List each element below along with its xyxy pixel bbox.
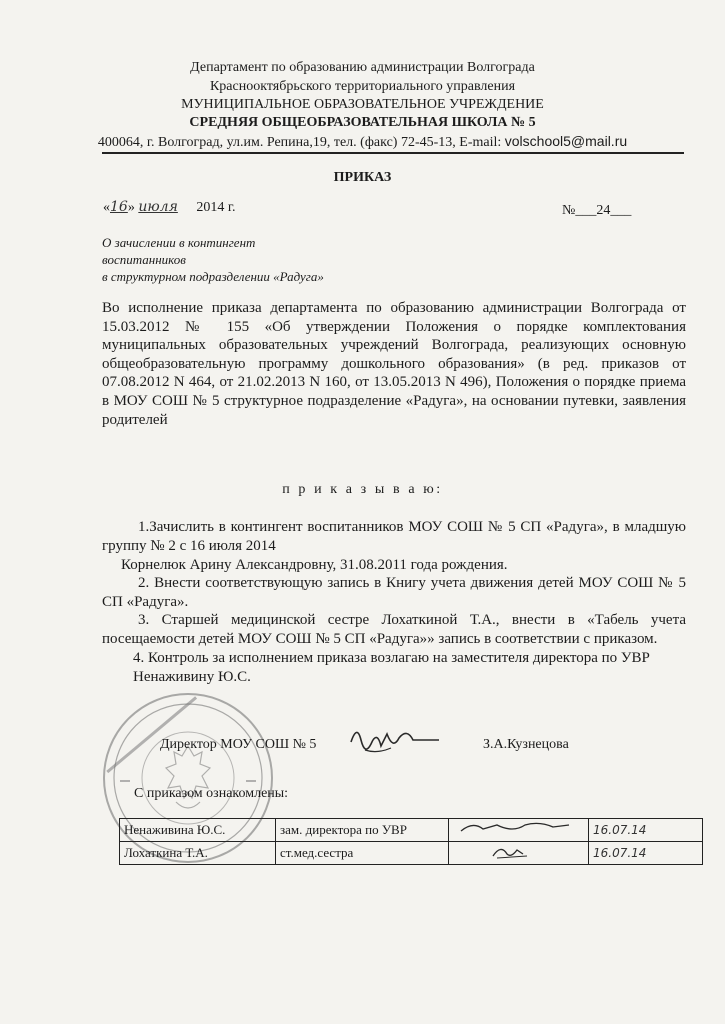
address-text: 400064, г. Волгоград, ул.им. Репина,19, тел. (факс) 72-45-13, E-mail:: [97, 135, 505, 150]
subject-line-3: в структурном подразделении «Радуга»: [102, 269, 324, 284]
item-4: 4. Контроль за исполнением приказа возлагаю на заместителя директора по УВР Ненаживину Ю.С.: [133, 650, 650, 685]
document-title: ПРИКАЗ: [333, 170, 392, 185]
subject-line-2: воспитанников: [102, 252, 186, 267]
ack-signature: [449, 819, 589, 842]
item-1: 1.Зачислить в контингент воспитанников МОУ СОШ № 5 СП «Радуга», в младшую группу № 2 с 16 июля 2014: [102, 519, 686, 554]
ack-position: зам. директора по УВР: [276, 819, 449, 842]
order-number: №___24___: [562, 203, 632, 218]
orders-heading: п р и к а з ы в а ю:: [282, 482, 443, 497]
header-divider: [102, 152, 684, 154]
table-row: [120, 819, 703, 842]
order-subject: [102, 234, 324, 285]
date-day: 16: [110, 199, 128, 215]
ack-name: Лохаткина Т.А.: [120, 842, 276, 865]
ack-date: 16.07.14: [589, 819, 703, 842]
date-month: июля: [138, 199, 178, 215]
director-name: З.А.Кузнецова: [483, 737, 569, 752]
handwritten-signature-2: [453, 842, 573, 860]
handwritten-signature-1: [453, 819, 573, 837]
director-label: Директор МОУ СОШ № 5: [160, 737, 317, 752]
school-name: СРЕДНЯЯ ОБЩЕОБРАЗОВАТЕЛЬНАЯ ШКОЛА № 5: [189, 115, 536, 130]
table-row: [120, 842, 703, 865]
institution-type-line: МУНИЦИПАЛЬНОЕ ОБРАЗОВАТЕЛЬНОЕ УЧРЕЖДЕНИЕ: [181, 97, 544, 112]
date-open-quote: «: [103, 200, 110, 215]
number-value: 24: [596, 203, 611, 218]
item-3: 3. Старшей медицинской сестре Лохаткиной Т.А., внести в «Табель учета посещаемости детей МОУ СОШ № 5 СП «Радуга»» запись в соответствии с приказом.: [102, 612, 686, 647]
item-2: 2. Внести соответствующую запись в Книгу учета движения детей МОУ СОШ № 5 СП «Радуга».: [102, 575, 686, 610]
order-date: [103, 199, 236, 216]
number-prefix: №: [562, 203, 576, 218]
ack-name: Ненаживина Ю.С.: [120, 819, 276, 842]
ack-position: ст.мед.сестра: [276, 842, 449, 865]
director-signature: [343, 720, 443, 760]
date-close-quote: »: [127, 200, 135, 215]
email-link[interactable]: volschool5@mail.ru: [504, 133, 628, 149]
acknowledgement-table: [119, 818, 703, 865]
school-address: [0, 133, 725, 151]
ack-date: 16.07.14: [589, 842, 703, 865]
preamble-paragraph: Во исполнение приказа департамента по образованию администрации Волгограда от 15.03.2012 № 155 «Об утверждении Положения о порядке комплектования муниципальных образовательных учреждений Волгограда, реализующих основную общеобразовательную программу дошкольного образования» (в ред. приказов от 07.08.2012 N 464, от 21.02.2013 N 160, от 13.05.2013 N 496), Положения о порядке приема в МОУ СОШ № 5 структурное подразделение «Радуга», на основании путевки, заявления родителей: [102, 300, 686, 428]
territorial-office-line: Краснооктябрьского территориального управления: [209, 79, 516, 94]
acquainted-label: С приказом ознакомлены:: [134, 786, 289, 801]
ack-signature: [449, 842, 589, 865]
department-line: Департамент по образованию администрации Волгограда: [190, 60, 535, 75]
subject-line-1: О зачислении в контингент: [102, 235, 256, 250]
date-year: 2014 г.: [196, 200, 236, 215]
item-1-child: Корнелюк Арину Александровну, 31.08.2011 года рождения.: [121, 557, 508, 573]
